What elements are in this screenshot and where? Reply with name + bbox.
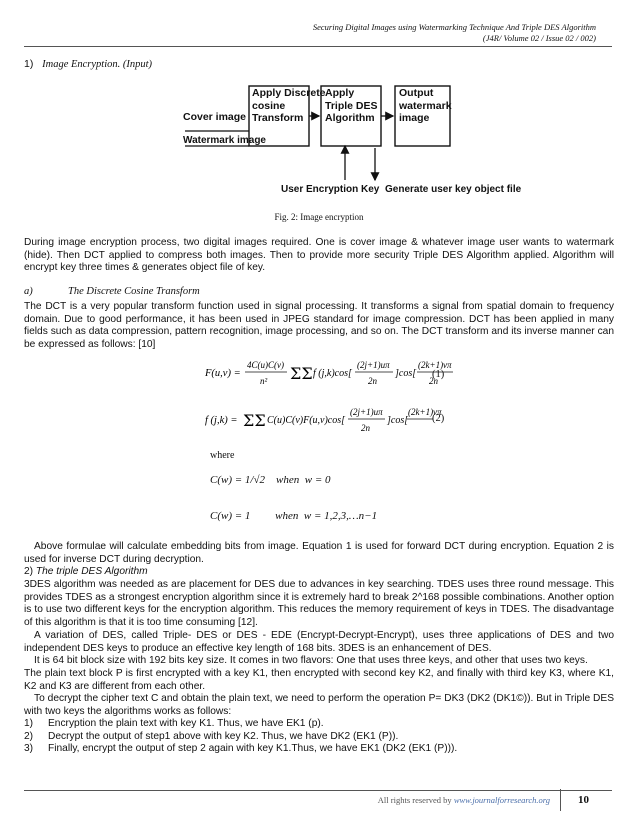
svg-text:n²: n² xyxy=(260,376,268,386)
generate-key-file-label: Generate user key object file xyxy=(385,184,522,195)
paragraph-triple-des-variation: A variation of DES, called Triple- DES or DES - EDE (Encrypt-Decrypt-Encrypt), uses three applications of DES and two independent DES keys to produce an effective key length of 168 bits. 3DES is an enhancement of DES. xyxy=(24,630,614,654)
svg-text:(2k+1)vπ: (2k+1)vπ xyxy=(408,407,442,417)
tdes-line-3: Algorithm xyxy=(325,112,375,124)
header-title: Securing Digital Images using Watermarking Technique And Triple DES Algorithm xyxy=(312,22,596,32)
step-1-number: 1) xyxy=(24,718,34,729)
svg-text:2n: 2n xyxy=(368,376,377,386)
paragraph-encryption-process: During image encryption process, two digital images required. One is cover image & whatever image user wants to watermark (hide). Then DCT applied to compress both images. Then to provide more security Triple DES Algorithm applied. Algorithm will encrypt key three times & generates object file of key. xyxy=(24,237,614,274)
equation-c2: C(w) = 1 when w = 1,2,3,…n−1 xyxy=(210,510,378,522)
tdes-line-1: Apply xyxy=(325,87,355,99)
svg-text:4C(u)C(v): 4C(u)C(v) xyxy=(247,360,284,370)
svg-text:f (j,k) =: f (j,k) = xyxy=(205,415,238,426)
page-number: 10 xyxy=(578,794,589,806)
equation-2-formula xyxy=(205,403,442,435)
equation-c1: C(w) = 1/√2 when w = 0 xyxy=(210,474,331,486)
tdes-line-2: Triple DES xyxy=(325,99,378,112)
svg-text:ΣΣ: ΣΣ xyxy=(290,364,313,383)
list-item xyxy=(24,718,614,731)
steps-list xyxy=(24,718,614,756)
svg-text:(2k+1)vπ: (2k+1)vπ xyxy=(418,360,452,370)
subsection-a-label: a) xyxy=(24,286,33,297)
figure-caption: Fig. 2: Image encryption xyxy=(274,212,364,222)
footer-rights-text: All rights reserved by xyxy=(377,795,452,805)
output-box-label xyxy=(399,87,452,125)
header-journal: (J4R/ Volume 02 / Issue 02 / 002) xyxy=(482,33,596,43)
svg-text:]cos[: ]cos[ xyxy=(395,368,417,379)
dct-line-3: Transform xyxy=(252,112,304,124)
section-1-title: Image Encryption. (Input) xyxy=(42,59,153,70)
section-1-number: 1) xyxy=(24,58,34,70)
footer-site-link[interactable]: www.journalforresearch.org xyxy=(453,795,550,805)
section-1-heading xyxy=(24,58,152,72)
svg-text:2n: 2n xyxy=(429,376,438,386)
paragraph-plaintext-block: The plain text block P is first encrypted with a key K1, then encrypted with second key K2, and finally with third key K3, where K1, K2 and K3 are different from each other. xyxy=(24,668,614,692)
equation-2-number: (2) xyxy=(432,413,445,424)
output-line-3: image xyxy=(399,112,430,124)
paragraph-formulae: Above formulae will calculate embedding bits from image. Equation 1 is used for forward DCT during encryption. Equation 2 is used for inverse DCT during decryption. xyxy=(24,541,614,565)
step-2-text: Decrypt the output of step1 above with key K2. Thus, we have DK2 (EK1 (P)). xyxy=(48,730,399,742)
dct-box-label xyxy=(252,87,326,125)
footer-rights xyxy=(378,795,550,805)
cover-image-label: Cover image xyxy=(183,111,247,123)
svg-text:(2j+1)uπ: (2j+1)uπ xyxy=(350,407,383,417)
equation-1 xyxy=(205,356,455,386)
equation-where: where xyxy=(210,450,235,461)
svg-text:(2j+1)uπ: (2j+1)uπ xyxy=(357,360,390,370)
svg-text:ΣΣ: ΣΣ xyxy=(243,411,266,430)
step-1-text: Encryption the plain text with key K1. Thus, we have EK1 (p). xyxy=(48,718,324,729)
footer-divider xyxy=(560,789,561,811)
svg-text:f (j,k)cos[: f (j,k)cos[ xyxy=(313,368,352,379)
encryption-diagram xyxy=(183,80,522,210)
watermark-image-label: Watermark image xyxy=(183,135,266,146)
svg-text:F(u,v) =: F(u,v) = xyxy=(205,368,241,379)
tdes-box-label xyxy=(325,87,378,125)
output-line-1: Output xyxy=(399,87,434,99)
equation-1-formula xyxy=(205,356,455,388)
svg-text:]cos[: ]cos[ xyxy=(387,415,409,426)
header-rule xyxy=(24,46,612,47)
running-header xyxy=(313,22,596,44)
svg-text:2n: 2n xyxy=(361,423,370,433)
section-2-heading xyxy=(24,566,148,579)
list-item xyxy=(24,731,614,744)
output-line-2: watermark xyxy=(399,99,452,112)
step-3-text: Finally, encrypt the output of step 2 again with key K1.Thus, we have EK1 (DK2 (EK1 (P))). xyxy=(48,743,458,755)
subsection-a-title: The Discrete Cosine Transform xyxy=(68,286,200,297)
list-item xyxy=(24,743,614,756)
section-2-number: 2) xyxy=(24,566,34,577)
paragraph-dct: The DCT is a very popular transform function used in signal processing. It transforms a signal from spatial domain to frequency domain. Due to good performance, it has been used in JPEG standard for image compression. DCT has been applied in many fields such as data compression, pattern recognition, image processing, and so on. The DCT transform and its inverse manner can be expressed as follows: [10] xyxy=(24,301,614,350)
step-2-number: 2) xyxy=(24,730,34,742)
dct-line-1: Apply Discrete xyxy=(252,87,326,99)
step-3-number: 3) xyxy=(24,743,34,755)
subsection-a-heading xyxy=(24,286,200,297)
user-encryption-key-label: User Encryption Key xyxy=(281,184,380,195)
dct-line-2: cosine xyxy=(252,99,286,112)
paragraph-block-size: It is 64 bit block size with 192 bits key size. It comes in two flavors: One that uses three keys, and other that uses two keys. xyxy=(34,655,588,666)
section-2-title: The triple DES Algorithm xyxy=(35,566,148,577)
svg-text:C(u)C(v)F(u,v)cos[: C(u)C(v)F(u,v)cos[ xyxy=(267,415,346,426)
paragraph-decrypt: To decrypt the cipher text C and obtain the plain text, we need to perform the operation P= DK3 (DK2 (DK1©)). But in Triple DES with two keys the algorithms works as follows: xyxy=(24,693,614,717)
equation-2 xyxy=(205,403,442,433)
footer-rule xyxy=(24,790,612,791)
equation-1-number: (1) xyxy=(432,369,445,380)
paragraph-3des: 3DES algorithm was needed as are placement for DES due to advances in key searching. TDES uses three round message. This provides TDES as a strongest encryption algorithm since it is extremely hard to break 2^168 possible combinations. Another option is to use two different keys for the encryption algorithm. This reduces the memory requirement of keys in TDES. The disadvantage of this algorithm is that it is too time consuming [12]. xyxy=(24,579,614,628)
